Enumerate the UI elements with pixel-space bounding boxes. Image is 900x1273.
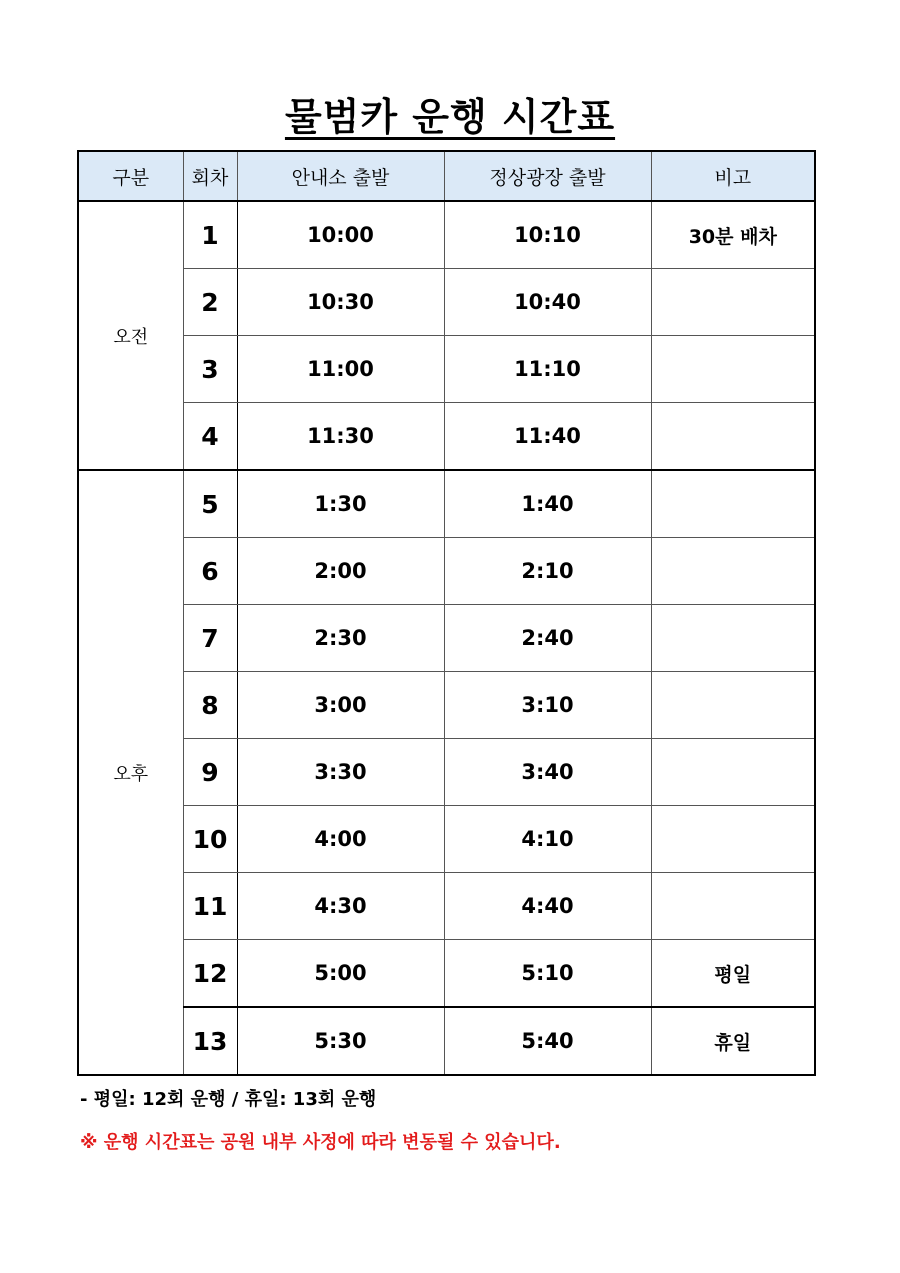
note-cell: 휴일 <box>651 1007 815 1075</box>
run-number: 6 <box>183 538 237 605</box>
info-center-departure-time: 5:00 <box>237 940 444 1008</box>
run-number: 12 <box>183 940 237 1008</box>
run-number: 7 <box>183 605 237 672</box>
summit-plaza-departure-time: 4:40 <box>444 873 651 940</box>
period-afternoon: 오후 <box>78 470 183 1075</box>
schedule-change-warning: ※ 운행 시간표는 공원 내부 사정에 따라 변동될 수 있습니다. <box>80 1132 561 1153</box>
schedule-table <box>77 150 816 1076</box>
note-cell <box>651 873 815 940</box>
note-cell <box>651 605 815 672</box>
table-row <box>78 806 815 873</box>
table-row <box>78 873 815 940</box>
header-note: 비고 <box>651 151 815 201</box>
note-cell <box>651 538 815 605</box>
summit-plaza-departure-time: 10:10 <box>444 201 651 269</box>
summit-plaza-departure-time: 11:40 <box>444 403 651 471</box>
table-header-row <box>78 151 815 201</box>
note-cell: 평일 <box>651 940 815 1008</box>
table-row <box>78 1007 815 1075</box>
info-center-departure-time: 3:30 <box>237 739 444 806</box>
info-center-departure-time: 11:00 <box>237 336 444 403</box>
summit-plaza-departure-time: 10:40 <box>444 269 651 336</box>
table-row <box>78 605 815 672</box>
table-row <box>78 336 815 403</box>
info-center-departure-time: 2:00 <box>237 538 444 605</box>
info-center-departure-time: 4:00 <box>237 806 444 873</box>
table-row <box>78 403 815 471</box>
note-cell <box>651 806 815 873</box>
note-cell <box>651 739 815 806</box>
note-cell <box>651 672 815 739</box>
header-summit-plaza-departure: 정상광장 출발 <box>444 151 651 201</box>
header-info-center-departure: 안내소 출발 <box>237 151 444 201</box>
note-cell: 30분 배차 <box>651 201 815 269</box>
run-number: 2 <box>183 269 237 336</box>
period-morning: 오전 <box>78 201 183 470</box>
summit-plaza-departure-time: 4:10 <box>444 806 651 873</box>
info-center-departure-time: 5:30 <box>237 1007 444 1075</box>
run-number: 3 <box>183 336 237 403</box>
note-cell <box>651 470 815 538</box>
run-number: 10 <box>183 806 237 873</box>
table-row <box>78 269 815 336</box>
run-number: 13 <box>183 1007 237 1075</box>
table-row <box>78 739 815 806</box>
info-center-departure-time: 2:30 <box>237 605 444 672</box>
note-cell <box>651 336 815 403</box>
summit-plaza-departure-time: 2:40 <box>444 605 651 672</box>
summit-plaza-departure-time: 5:10 <box>444 940 651 1008</box>
run-number: 4 <box>183 403 237 471</box>
info-center-departure-time: 11:30 <box>237 403 444 471</box>
info-center-departure-time: 10:30 <box>237 269 444 336</box>
info-center-departure-time: 1:30 <box>237 470 444 538</box>
info-center-departure-time: 4:30 <box>237 873 444 940</box>
note-cell <box>651 403 815 471</box>
run-number: 11 <box>183 873 237 940</box>
table-row <box>78 538 815 605</box>
page-title: 물범카 운행 시간표 <box>284 95 616 139</box>
table-row <box>78 201 815 269</box>
table-row <box>78 672 815 739</box>
note-cell <box>651 269 815 336</box>
info-center-departure-time: 10:00 <box>237 201 444 269</box>
run-number: 1 <box>183 201 237 269</box>
run-number: 5 <box>183 470 237 538</box>
summit-plaza-departure-time: 3:10 <box>444 672 651 739</box>
operation-count-note: - 평일: 12회 운행 / 휴일: 13회 운행 <box>80 1089 377 1110</box>
summit-plaza-departure-time: 2:10 <box>444 538 651 605</box>
info-center-departure-time: 3:00 <box>237 672 444 739</box>
summit-plaza-departure-time: 1:40 <box>444 470 651 538</box>
summit-plaza-departure-time: 11:10 <box>444 336 651 403</box>
header-period: 구분 <box>78 151 183 201</box>
table-row <box>78 470 815 538</box>
run-number: 8 <box>183 672 237 739</box>
run-number: 9 <box>183 739 237 806</box>
summit-plaza-departure-time: 3:40 <box>444 739 651 806</box>
summit-plaza-departure-time: 5:40 <box>444 1007 651 1075</box>
table-row <box>78 940 815 1008</box>
header-run-number: 회차 <box>183 151 237 201</box>
